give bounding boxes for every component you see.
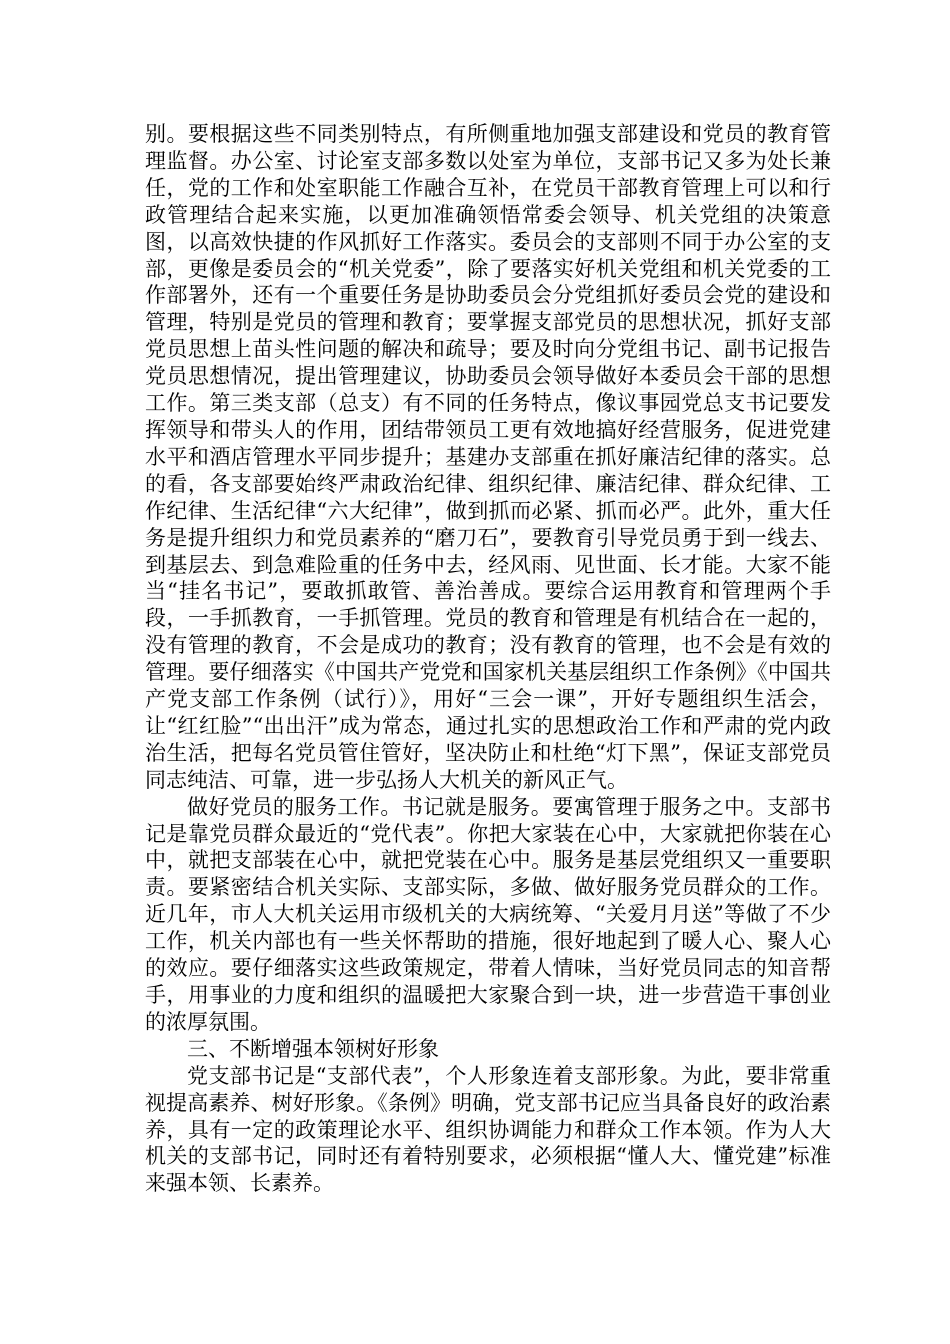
document-page: [145, 121, 831, 1197]
body-paragraph-service: 做好党员的服务工作。书记就是服务。要寓管理于服务之中。支部书记是靠党员群众最近的“党代表”。你把大家装在心中，大家就把你装在心中，就把支部装在心中，就把党装在心中。服务是基层党组织又一重要职责。要紧密结合机关实际、支部实际，多做、做好服务党员群众的工作。近几年，市人大机关运用市级机关的大病统筹、“关爱月月送”等做了不少工作，机关内部也有一些关怀帮助的措施，很好地起到了暖人心、聚人心的效应。要仔细落实这些政策规定，带着人情味，当好党员同志的知音帮手，用事业的力度和组织的温暖把大家聚合到一块，进一步营造干事创业的浓厚氛围。: [145, 794, 831, 1034]
body-paragraph-1: 别。要根据这些不同类别特点，有所侧重地加强支部建设和党员的教育管理监督。办公室、讨论室支部多数以处室为单位，支部书记又多为处长兼任，党的工作和处室职能工作融合互补，在党员干部教育管理上可以和行政管理结合起来实施，以更加准确领悟常委会领导、机关党组的决策意图，以高效快捷的作风抓好工作落实。委员会的支部则不同于办公室的支部，更像是委员会的“机关党委”，除了要落实好机关党组和机关党委的工作部署外，还有一个重要任务是协助委员会分党组抓好委员会党的建设和管理，特别是党员的管理和教育；要掌握支部党员的思想状况，抓好支部党员思想上苗头性问题的解决和疏导；要及时向分党组书记、副书记报告党员思想情况，提出管理建议，协助委员会领导做好本委员会干部的思想工作。第三类支部（总支）有不同的任务特点，像议事园党总支书记要发挥领导和带头人的作用，团结带领员工更有效地搞好经营服务，促进党建水平和酒店管理水平同步提升；基建办支部重在抓好廉洁纪律的落实。总的看，各支部要始终严肃政治纪律、组织纪律、廉洁纪律、群众纪律、工作纪律、生活纪律“六大纪律”，做到抓而必紧、抓而必严。此外，重大任务是提升组织力和党员素养的“磨刀石”，要教育引导党员勇于到一线去、到基层去、到急难险重的任务中去，经风雨、见世面、长才能。大家不能当“挂名书记”，要敢抓敢管、善治善成。要综合运用教育和管理两个手段，一手抓教育，一手抓管理。党员的教育和管理是有机结合在一起的，没有管理的教育，不会是成功的教育；没有教育的管理，也不会是有效的管理。要仔细落实《中国共产党党和国家机关基层组织工作条例》《中国共产党支部工作条例（试行）》，用好“三会一课”，开好专题组织生活会，让“红红脸”“出出汗”成为常态，通过扎实的思想政治工作和严肃的党内政治生活，把每名党员管住管好，坚决防止和杜绝“灯下黑”，保证支部党员同志纯洁、可靠，进一步弘扬人大机关的新风正气。: [145, 122, 831, 792]
body-paragraph-image: 党支部书记是“支部代表”，个人形象连着支部形象。为此，要非常重视提高素养、树好形象。《条例》明确，党支部书记应当具备良好的政治素养，具有一定的政策理论水平、组织协调能力和群众工作本领。作为人大机关的支部书记，同时还有着特别要求，必须根据“懂人大、懂党建”标准来强本领、长素养。: [145, 1063, 831, 1196]
section-heading-3: 三、不断增强本领树好形象: [187, 1036, 439, 1061]
